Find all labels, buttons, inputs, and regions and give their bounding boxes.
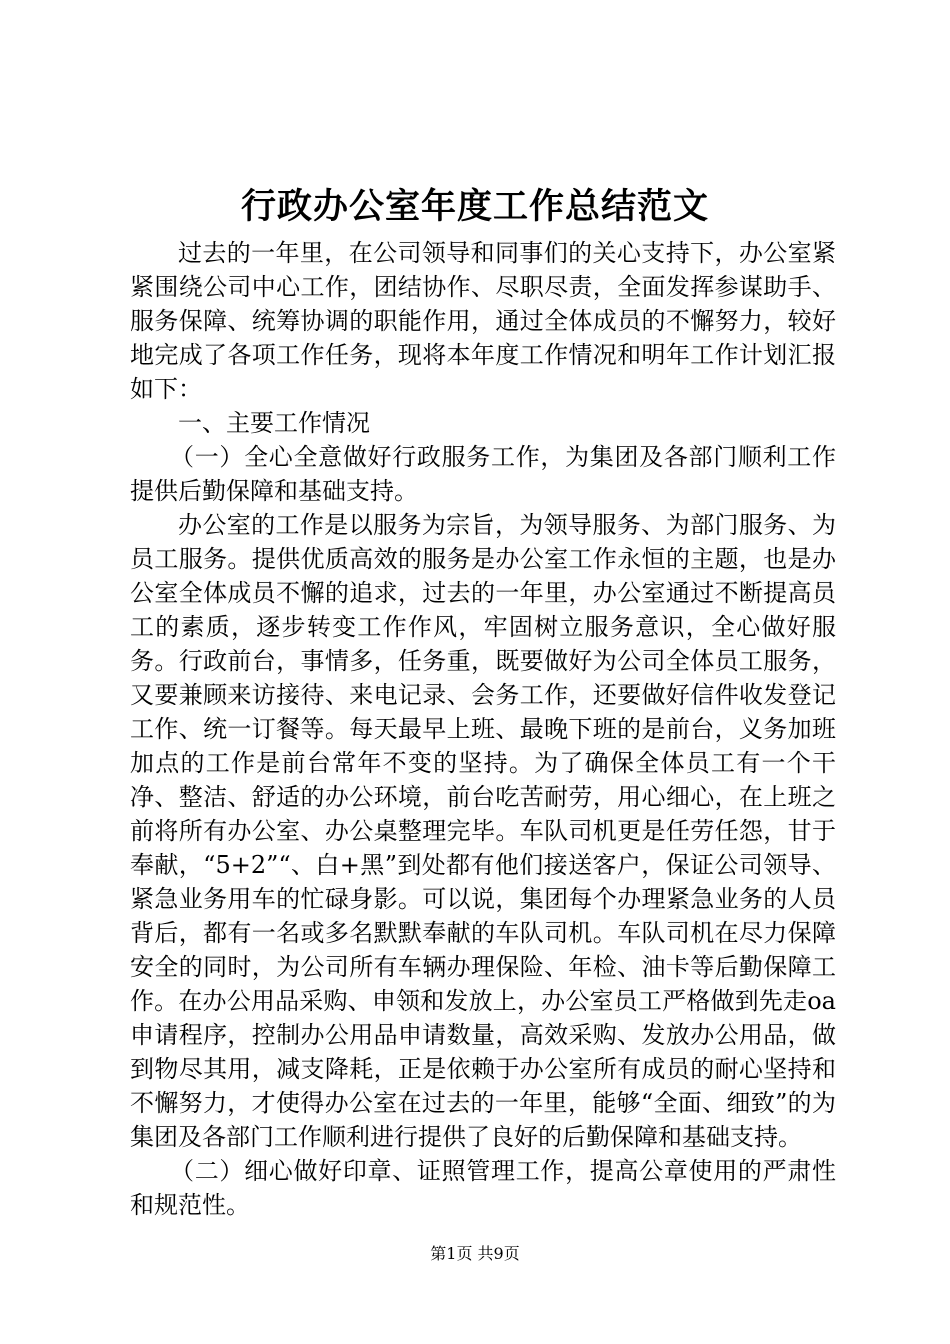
document-body [130, 236, 836, 1222]
subsection-heading-2: （二）细心做好印章、证照管理工作，提高公章使用的严肃性和规范性。 [130, 1157, 836, 1219]
document-title: 行政办公室年度工作总结范文 [240, 186, 709, 227]
section-heading-main-work: 一、主要工作情况 [178, 409, 370, 437]
subsection-heading-1: （一）全心全意做好行政服务工作，为集团及各部门顺利工作提供后勤保障和基础支持。 [130, 443, 836, 505]
body-paragraph-service: 办公室的工作是以服务为宗旨，为领导服务、为部门服务、为员工服务。提供优质高效的服务是办公室工作永恒的主题，也是办公室全体成员不懈的追求，过去的一年里，办公室通过不断提高员工的素质，逐步转变工作作风，牢固树立服务意识，全心做好服务。行政前台，事情多，任务重，既要做好为公司全体员工服务，又要兼顾来访接待、来电记录、会务工作，还要做好信件收发登记工作、统一订餐等。每天最早上班、最晚下班的是前台，义务加班加点的工作是前台常年不变的坚持。为了确保全体员工有一个干净、整洁、舒适的办公环境，前台吃苦耐劳，用心细心，在上班之前将所有办公室、办公桌整理完毕。车队司机更是任劳任怨，甘于奉献，“5+2”“、白+黑”到处都有他们接送客户，保证公司领导、紧急业务用车的忙碌身影。可以说，集团每个办理紧急业务的人员背后，都有一名或多名默默奉献的车队司机。车队司机在尽力保障安全的同时，为公司所有车辆办理保险、年检、油卡等后勤保障工作。在办公用品采购、申领和发放上，办公室员工严格做到先走oa申请程序，控制办公用品申请数量，高效采购、发放办公用品，做到物尽其用，减支降耗，正是依赖于办公室所有成员的耐心坚持和不懈努力，才使得办公室在过去的一年里，能够“全面、细致”的为集团及各部门工作顺利进行提供了良好的后勤保障和基础支持。 [130, 511, 836, 1151]
intro-paragraph: 过去的一年里，在公司领导和同事们的关心支持下，办公室紧紧围绕公司中心工作，团结协作、尽职尽责，全面发挥参谋助手、服务保障、统筹协调的职能作用，通过全体成员的不懈努力，较好地完成了各项工作任务，现将本年度工作情况和明年工作计划汇报如下： [130, 239, 836, 403]
page-number-footer: 第1页 共9页 [430, 1244, 520, 1263]
